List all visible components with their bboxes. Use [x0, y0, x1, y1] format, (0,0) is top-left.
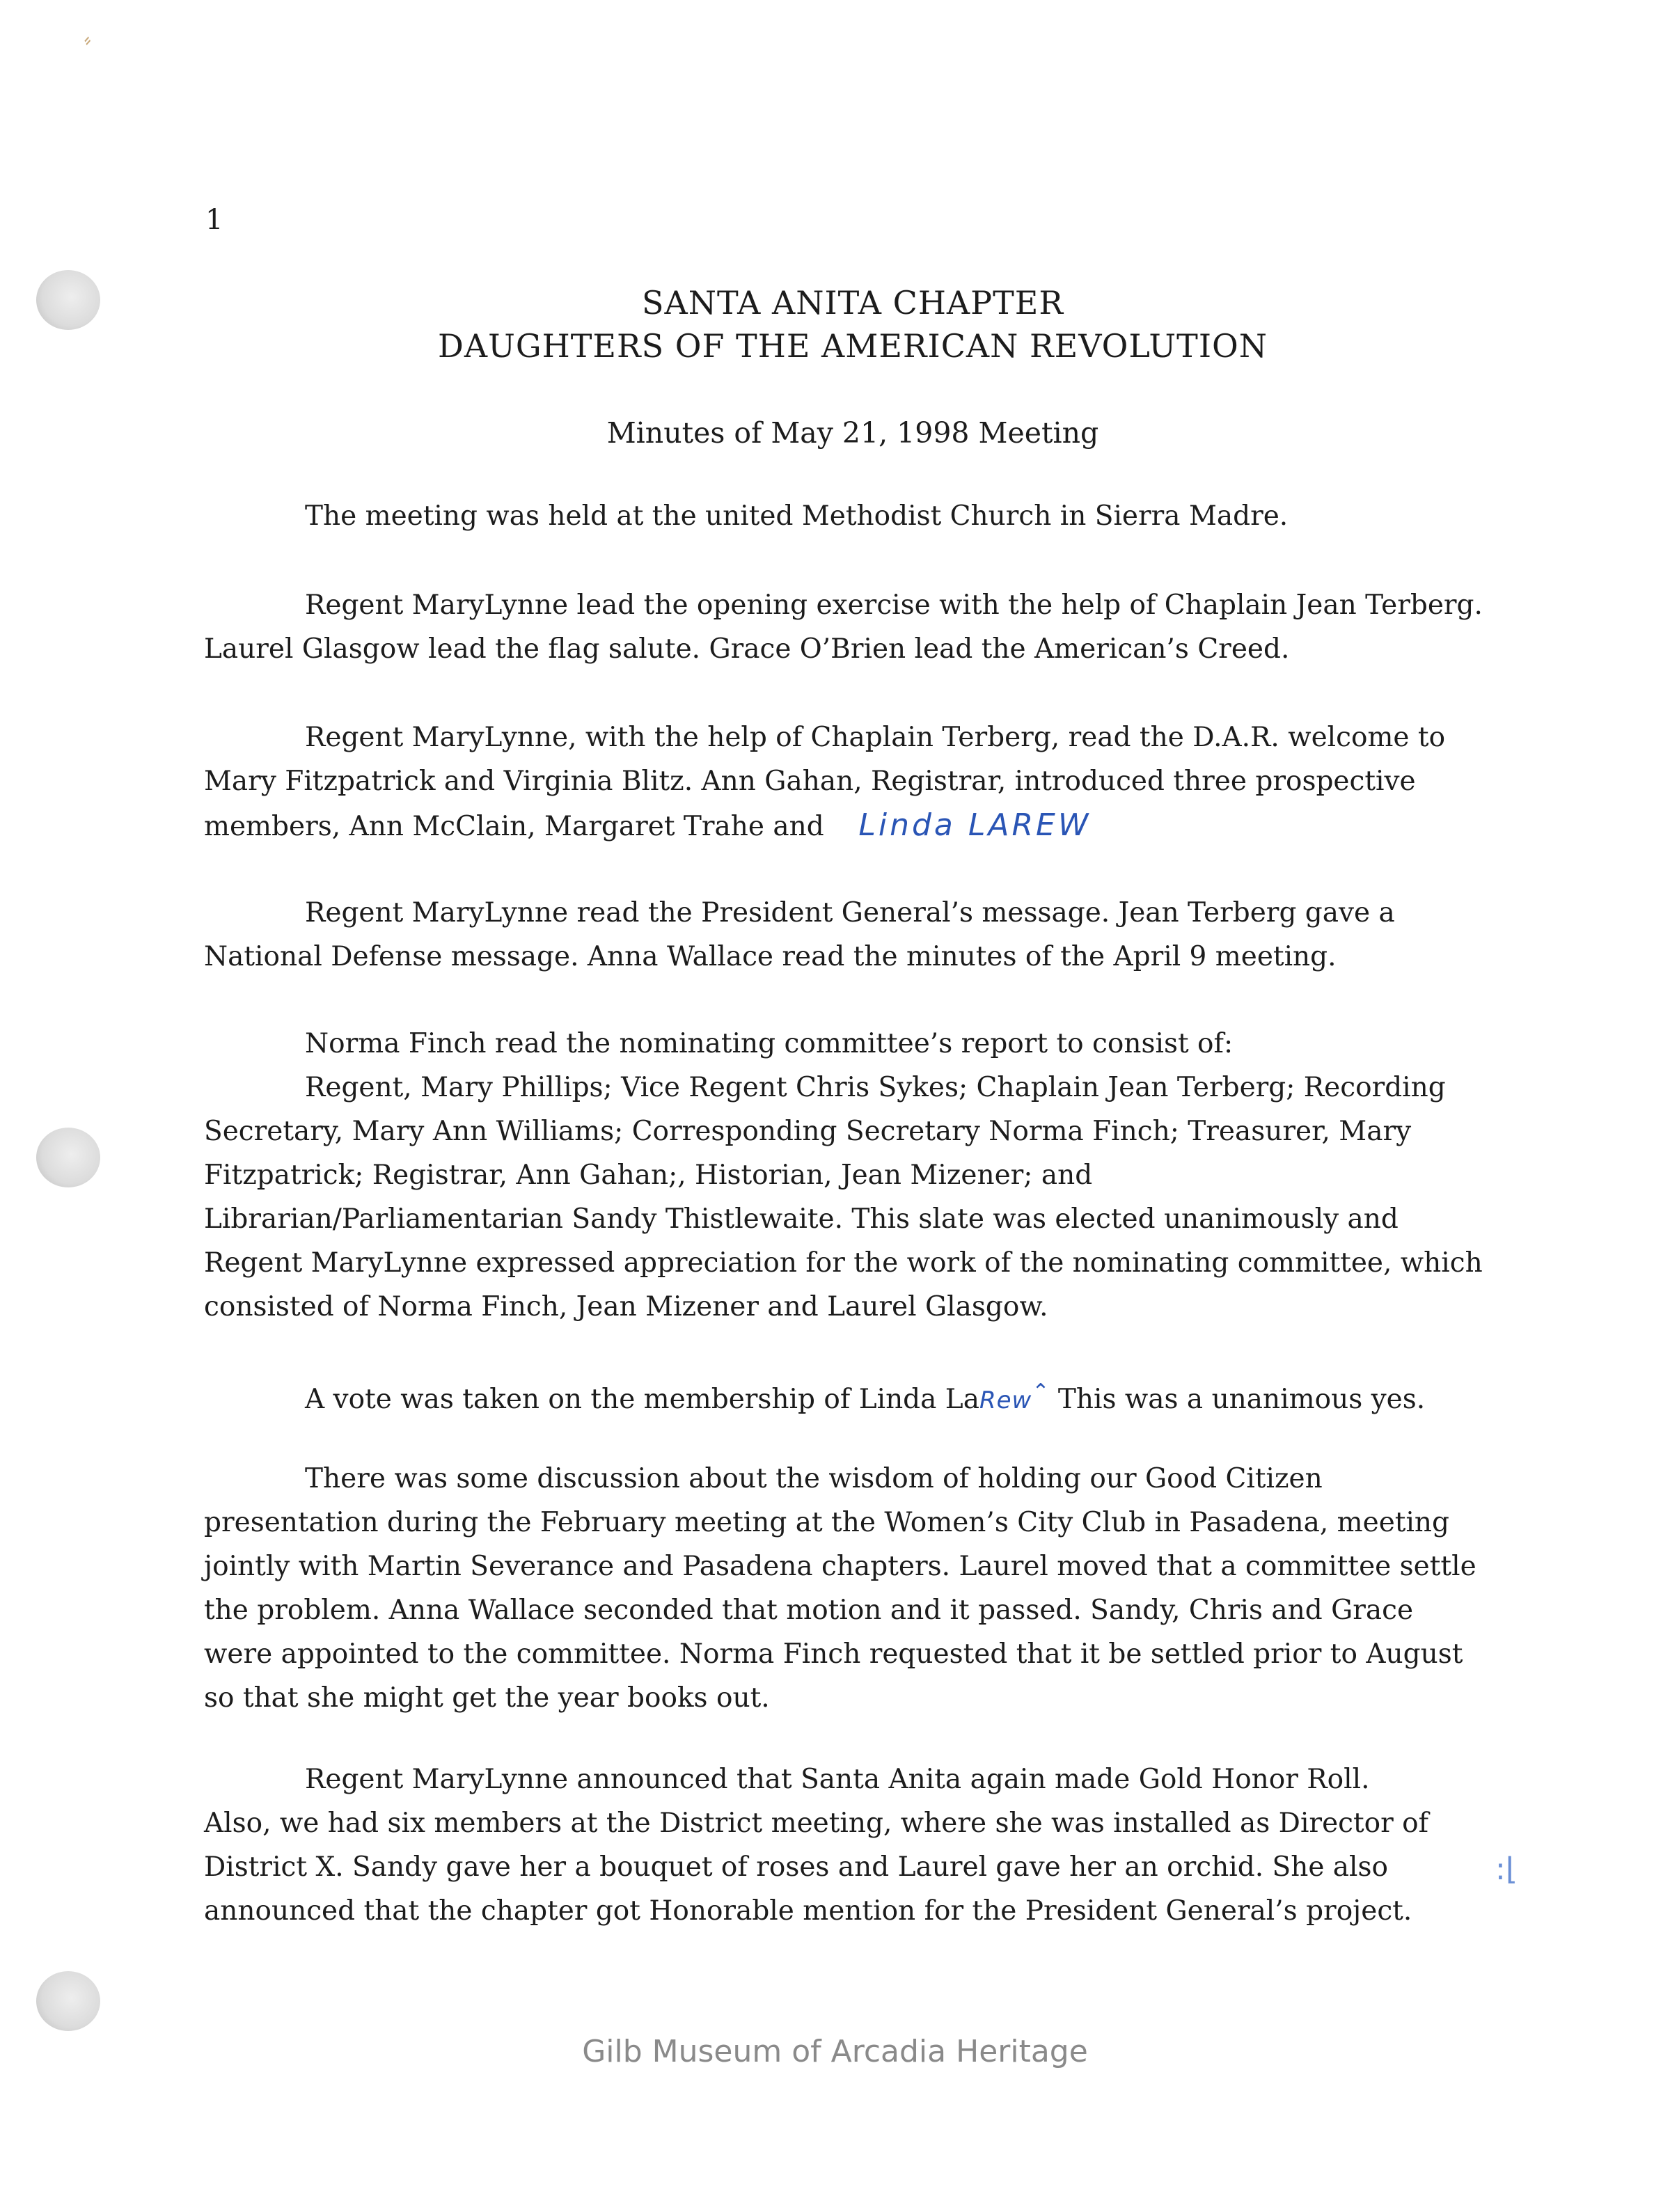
text-line: consisted of Norma Finch, Jean Mizener and Laurel Glasgow.	[204, 1291, 1048, 1322]
minutes-subtitle: Minutes of May 21, 1998 Meeting	[606, 416, 1099, 450]
text-line	[204, 1370, 1499, 1423]
paragraph-good-citizen	[204, 1457, 1499, 1720]
punch-hole-top	[36, 270, 100, 330]
text-line: so that she might get the year books out.	[204, 1682, 770, 1714]
organization-title: DAUGHTERS OF THE AMERICAN REVOLUTION	[438, 327, 1268, 365]
paragraph-welcome	[204, 716, 1499, 848]
text-fragment: This was a unanimous yes.	[1057, 1384, 1426, 1415]
insert-mark-icon: ⌃	[1032, 1380, 1050, 1404]
text-line: Laurel Glasgow lead the flag salute. Grace O’Brien lead the American’s Creed.	[204, 633, 1290, 665]
text-line: were appointed to the committee. Norma Finch requested that it be settled prior to August	[204, 1638, 1463, 1670]
text-line: presentation during the February meeting at the Women’s City Club in Pasadena, meeting	[204, 1507, 1450, 1538]
text-line: Regent MaryLynne announced that Santa Anita again made Gold Honor Roll.	[305, 1764, 1370, 1795]
text-line: The meeting was held at the united Methodist Church in Sierra Madre.	[305, 500, 1289, 532]
paragraph-honor-roll	[204, 1757, 1499, 1933]
text-line	[204, 803, 1499, 848]
paragraph-venue	[204, 494, 1499, 538]
paragraph-vote	[204, 1370, 1499, 1423]
text-line: Regent MaryLynne lead the opening exercise with the help of Chaplain Jean Terberg.	[305, 590, 1483, 621]
text-line: jointly with Martin Severance and Pasadena chapters. Laurel moved that a committee settle	[204, 1551, 1476, 1582]
punch-hole-bottom	[36, 1971, 100, 2031]
text-line: Also, we had six members at the District meeting, where she was installed as Director of	[204, 1808, 1429, 1839]
text-line: National Defense message. Anna Wallace read the minutes of the April 9 meeting.	[204, 941, 1337, 972]
paper-smudge: ⸗	[79, 27, 95, 52]
text-line: Fitzpatrick; Registrar, Ann Gahan;, Historian, Jean Mizener; and	[204, 1160, 1093, 1191]
page-number: 1	[205, 204, 223, 236]
text-line: Librarian/Parliamentarian Sandy Thistlewaite. This slate was elected unanimously and	[204, 1203, 1399, 1235]
paragraph-messages	[204, 891, 1499, 979]
text-line: Regent MaryLynne, with the help of Chaplain Terberg, read the D.A.R. welcome to	[305, 722, 1446, 753]
text-line: Mary Fitzpatrick and Virginia Blitz. Ann Gahan, Registrar, introduced three prospective	[204, 766, 1416, 797]
archive-footer: Gilb Museum of Arcadia Heritage	[582, 2034, 1088, 2069]
chapter-title: SANTA ANITA CHAPTER	[641, 284, 1064, 322]
text-line: Secretary, Mary Ann Williams; Corresponding Secretary Norma Finch; Treasurer, Mary	[204, 1116, 1412, 1147]
paragraph-opening	[204, 583, 1499, 671]
paragraph-nominating	[204, 1022, 1499, 1329]
handwritten-name: Linda LAREW	[858, 807, 1092, 843]
text-line: Regent MaryLynne read the President General’s message. Jean Terberg gave a	[305, 897, 1395, 929]
text-line: There was some discussion about the wisdom of holding our Good Citizen	[305, 1463, 1323, 1494]
punch-hole-middle	[36, 1128, 100, 1187]
text-fragment: members, Ann McClain, Margaret Trahe and	[204, 811, 824, 842]
text-line: Regent, Mary Phillips; Vice Regent Chris Sykes; Chaplain Jean Terberg; Recording	[305, 1072, 1446, 1103]
text-line: the problem. Anna Wallace seconded that motion and it passed. Sandy, Chris and Grace	[204, 1595, 1414, 1626]
text-line: District X. Sandy gave her a bouquet of roses and Laurel gave her an orchid. She also	[204, 1851, 1389, 1883]
margin-check-mark-icon: :⌊	[1495, 1851, 1518, 1887]
text-fragment: A vote was taken on the membership of Linda La	[305, 1384, 979, 1415]
text-line: announced that the chapter got Honorable mention for the President General’s project.	[204, 1895, 1412, 1927]
text-line: Norma Finch read the nominating committee’s report to consist of:	[305, 1028, 1234, 1059]
handwritten-correction: Rew	[979, 1387, 1032, 1414]
text-line: Regent MaryLynne expressed appreciation for the work of the nominating committee, which	[204, 1247, 1483, 1279]
